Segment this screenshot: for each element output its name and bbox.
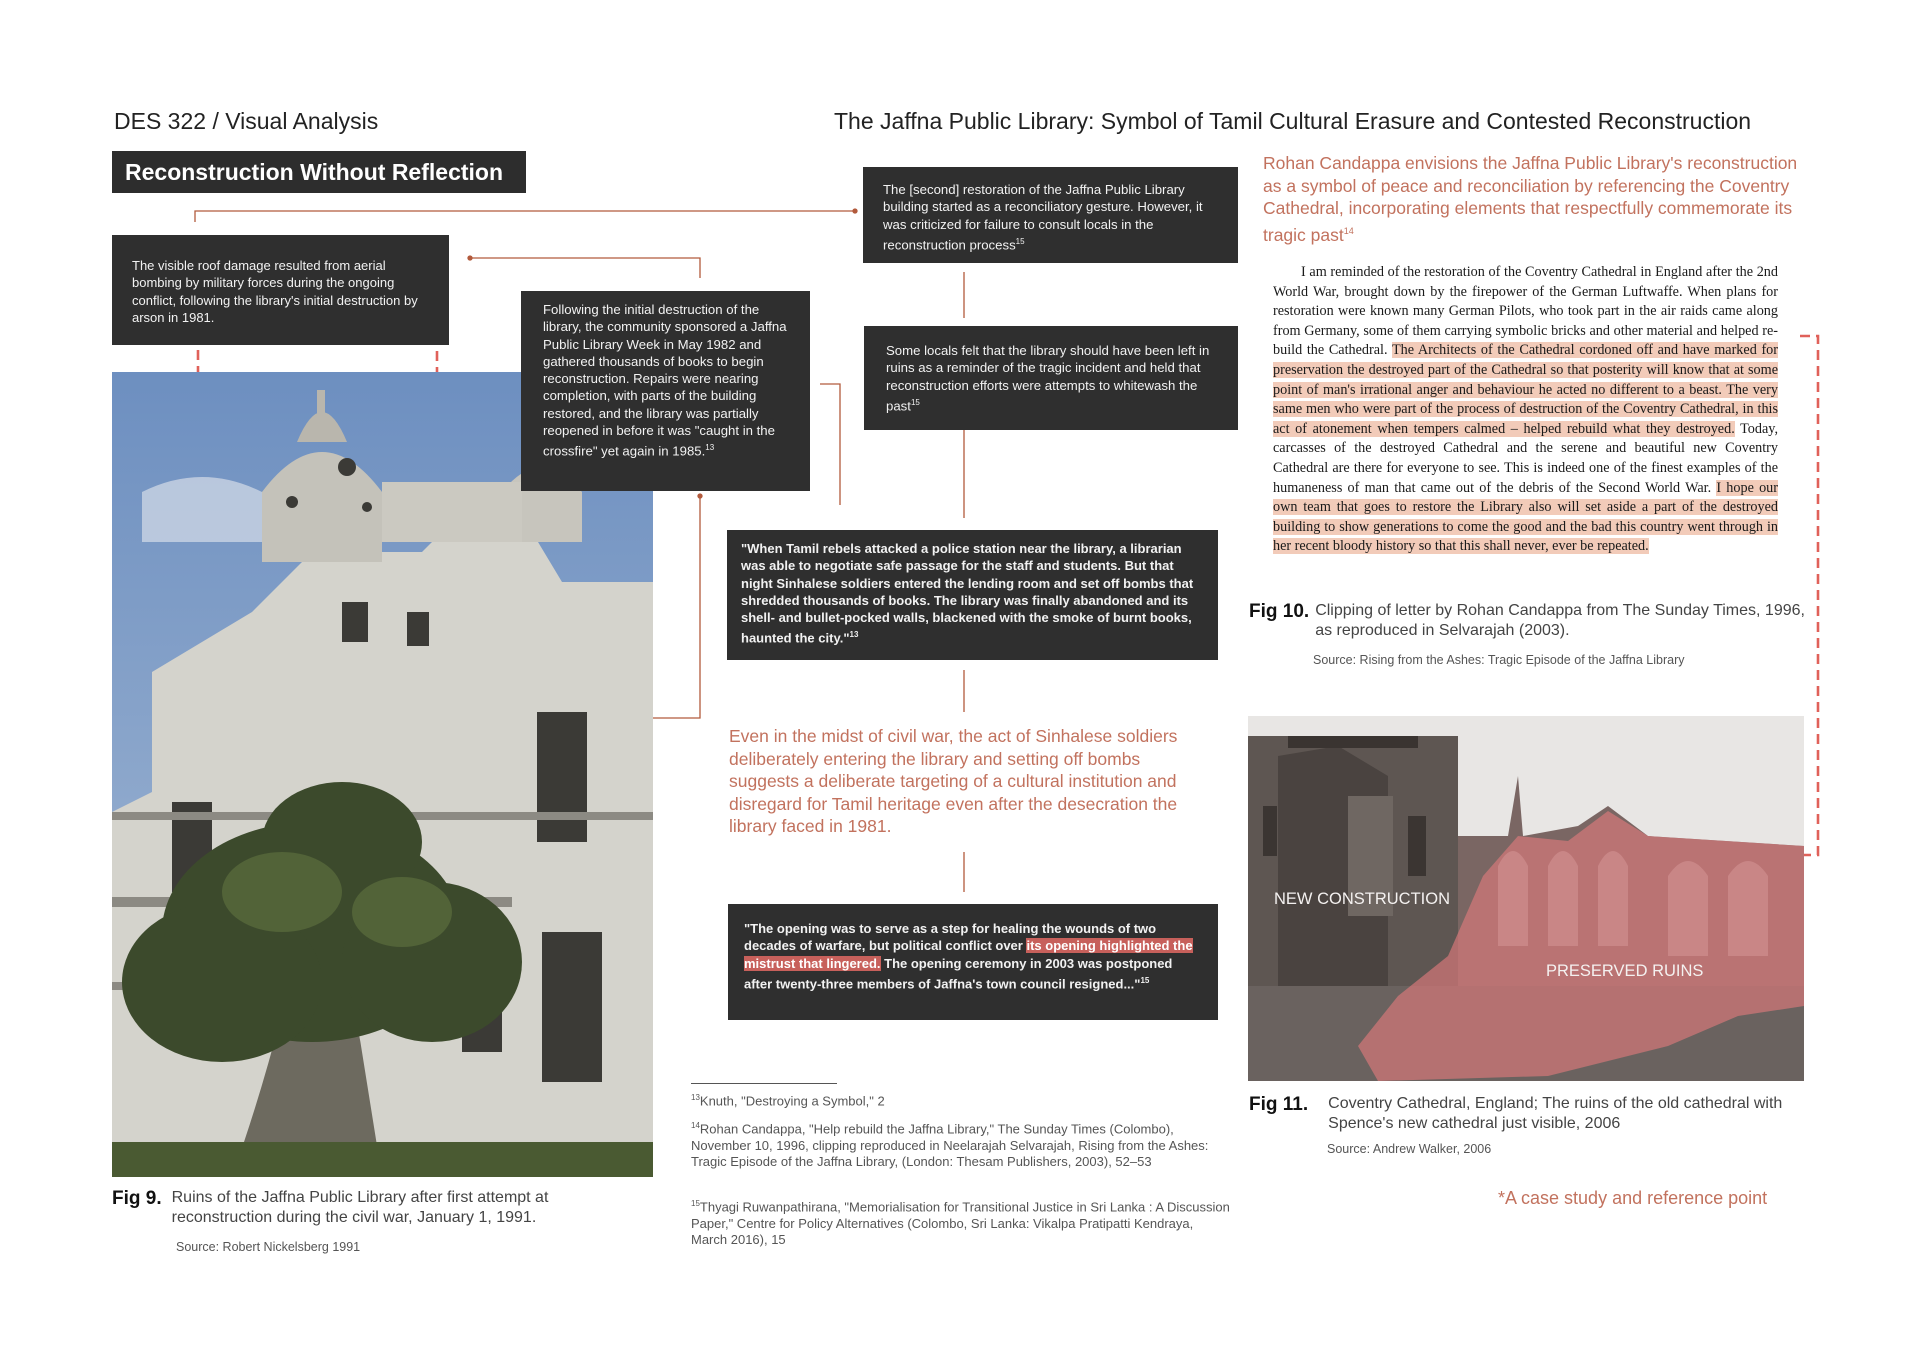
civil-war-comment: Even in the midst of civil war, the act of Sinhalese soldiers deliberately entering the library and setting off bombs suggests a deliberate targeting of a cultural institution and disregard for Tamil heritage even after the desecration the library faced in 1981. [729, 726, 1178, 836]
footnote-ref: 15 [1015, 236, 1025, 246]
quote-opening-highlight: its opening highlighted the mistrust that lingered. [744, 938, 1193, 971]
quote-opening [728, 904, 1218, 1020]
note-locals-felt [864, 326, 1238, 430]
quote-tamil-rebels [727, 530, 1218, 660]
fig11-photo [1248, 716, 1804, 1081]
note-roof-damage [112, 235, 449, 345]
quote-tamil-rebels-text: "When Tamil rebels attacked a police station near the library, a librarian was able to negotiate safe passage for the staff and students. But that night Sinhalese soldiers entered the lending room and set off bombs that shredded thousands of books. The library was finally abandoned and its shell- and bullet-pocked walls, blackened with the smoke of burnt books, haunted the city." [741, 541, 1194, 646]
fig11-caption-text: Coventry Cathedral, England; The ruins of the old cathedral with Spence's new cathedral just visible, 2006 [1328, 1095, 1783, 1132]
fig9-label: Fig 9. [112, 1188, 162, 1209]
overlay-new-construction: NEW CONSTRUCTION [1274, 890, 1450, 908]
fig10-source: Source: Rising from the Ashes: Tragic Episode of the Jaffna Library [1313, 653, 1685, 667]
quote-opening-text-a: "The opening was to serve as a step for healing the wounds of two decades of warfare, but political conflict over [744, 921, 1157, 954]
fig11-source: Source: Andrew Walker, 2006 [1327, 1142, 1492, 1156]
note-second-restoration-text: The [second] restoration of the Jaffna Public Library building started as a reconciliatory gesture. However, it was criticized for failure to consult locals in the reconstruction process [883, 182, 1203, 253]
overlay-preserved-ruins: PRESERVED RUINS [1546, 962, 1704, 980]
fig10-caption-text: Clipping of letter by Rohan Candappa from The Sunday Times, 1996, as reproduced in Selvarajah (2003). [1315, 602, 1805, 639]
footnote-ref: 15 [910, 397, 920, 407]
fig11-caption [1249, 1094, 1809, 1156]
note-initial-destruction-text: Following the initial destruction of the library, the community sponsored a Jaffna Public Library Week in May 1982 and gathered thousands of books to begin reconstruction. Repairs were nearing completion, with parts of the building restored, and the library was partially reopened in before it was "caught in the crossfire" yet again in 1985. [543, 302, 787, 459]
note-initial-destruction [521, 291, 810, 491]
fig10-label: Fig 10. [1249, 601, 1310, 622]
footnote-ref: 15 [1140, 975, 1150, 985]
footnote-13: $^{13}$Knuth, "Destroying a Symbol," 2 [691, 1093, 885, 1109]
footnote-divider [691, 1083, 837, 1084]
footnote-ref: 13 [849, 630, 859, 640]
library-ruins-image [112, 372, 653, 1177]
quote-opening-text-b: The opening ceremony in 2003 was postponed after twenty-three members of Jaffna's town council resigned..." [744, 955, 1173, 992]
footnote-ref: 13 [705, 443, 715, 453]
letter-highlight-2: I hope our own team that goes to restore the Library also will set aside a part of the destroyed building to show generations to come the good and the bad this country went through in her recent bloody history so that this shall never, ever be repeated. [1273, 479, 1778, 555]
fig9-caption [112, 1188, 632, 1254]
fig9-photo [112, 372, 653, 1177]
rohan-heading: Rohan Candappa envisions the Jaffna Public Library's reconstruction as a symbol of peace and reconciliation by referencing the Coventry Cathedral, incorporating elements that respectfully commemorate its tragic past$^{14}$ [1263, 153, 1798, 245]
page-title: The Jaffna Public Library: Symbol of Tamil Cultural Erasure and Contested Reconstruction [834, 108, 1752, 134]
fig11-label: Fig 11. [1249, 1094, 1309, 1115]
course-label: DES 322 / Visual Analysis [114, 108, 379, 134]
note-roof-damage-text: The visible roof damage resulted from aerial bombing by military forces during the ongoing conflict, following the library's initial destruction by arson in 1981. [132, 258, 418, 325]
coventry-cathedral-image [1248, 716, 1804, 1081]
footnote-14: $^{14}$Rohan Candappa, "Help rebuild the Jaffna Library," The Sunday Times (Colombo), November 10, 1996, clipping reproduced in Neelarajah Selvarajah, Rising from the Ashes: Tragic Episode of the Jaffna Library, (London: Thesam Publishers, 2003), 52–53 [691, 1121, 1209, 1170]
letter-clipping: I am reminded of the restoration of the Coventry Cathedral in England after the 2nd World War, brought down by the firepower of the German Luftwaffe. When plans for restoration were known many German Pilots, who took part in the air raids came along from Germany, some of them carrying symbolic bricks and other material and helped re-build the Cathedral. The Architects of the Cathedral cordoned off and have marked for preservation the destroyed part of the Cathedral so that posterity will know that at some point of man's irrational anger and behaviour he acted no different to a beast. The very same men who were part of the process of destruction of the Coventry Cathedral, in this act of atonement when tempers calmed – helped rebuild what they destroyed. Today, carcasses of the destroyed Cathedral and the serene and beautiful new Coventry Cathedral are there for everyone to see. This is indeed one of the finest examples of the humaneness of man that came out of the debris of the Second World War. I hope our own team that goes to restore the Library also will set aside a part of the destroyed building to show generations to come the good and the bad this country went through in her recent bloody history so that this shall never, ever be repeated. [1273, 264, 1779, 555]
letter-highlight-1: The Architects of the Cathedral cordoned off and have marked for preservation the destroyed part of the Cathedral so that posterity will know that at some point of man's irrational anger and behaviour he acted no different to a beast. The very same men who were part of the process of destruction of the Coventry Cathedral, in this act of atonement when tempers calmed – helped rebuild what they destroyed. [1273, 342, 1779, 437]
footnote-15: $^{15}$Thyagi Ruwanpathirana, "Memorialisation for Transitional Justice in Sri Lanka : A Discussion Paper," Centre for Policy Alternatives (Colombo, Sri Lanka: Vikalpa Pratipatti Kendraya, March 2016), 15 [691, 1199, 1230, 1248]
section-title: Reconstruction Without Reflection [112, 151, 526, 193]
note-second-restoration [863, 167, 1238, 263]
fig9-caption-text: Ruins of the Jaffna Public Library after first attempt at reconstruction during the civil war, January 1, 1991. [171, 1189, 549, 1226]
fig10-caption [1249, 601, 1809, 667]
case-study-note: *A case study and reference point [1498, 1188, 1768, 1208]
note-locals-felt-text: Some locals felt that the library should have been left in ruins as a reminder of the tragic incident and held that reconstruction efforts were attempts to whitewash the past [886, 343, 1210, 414]
fig9-source: Source: Robert Nickelsberg 1991 [176, 1240, 361, 1254]
